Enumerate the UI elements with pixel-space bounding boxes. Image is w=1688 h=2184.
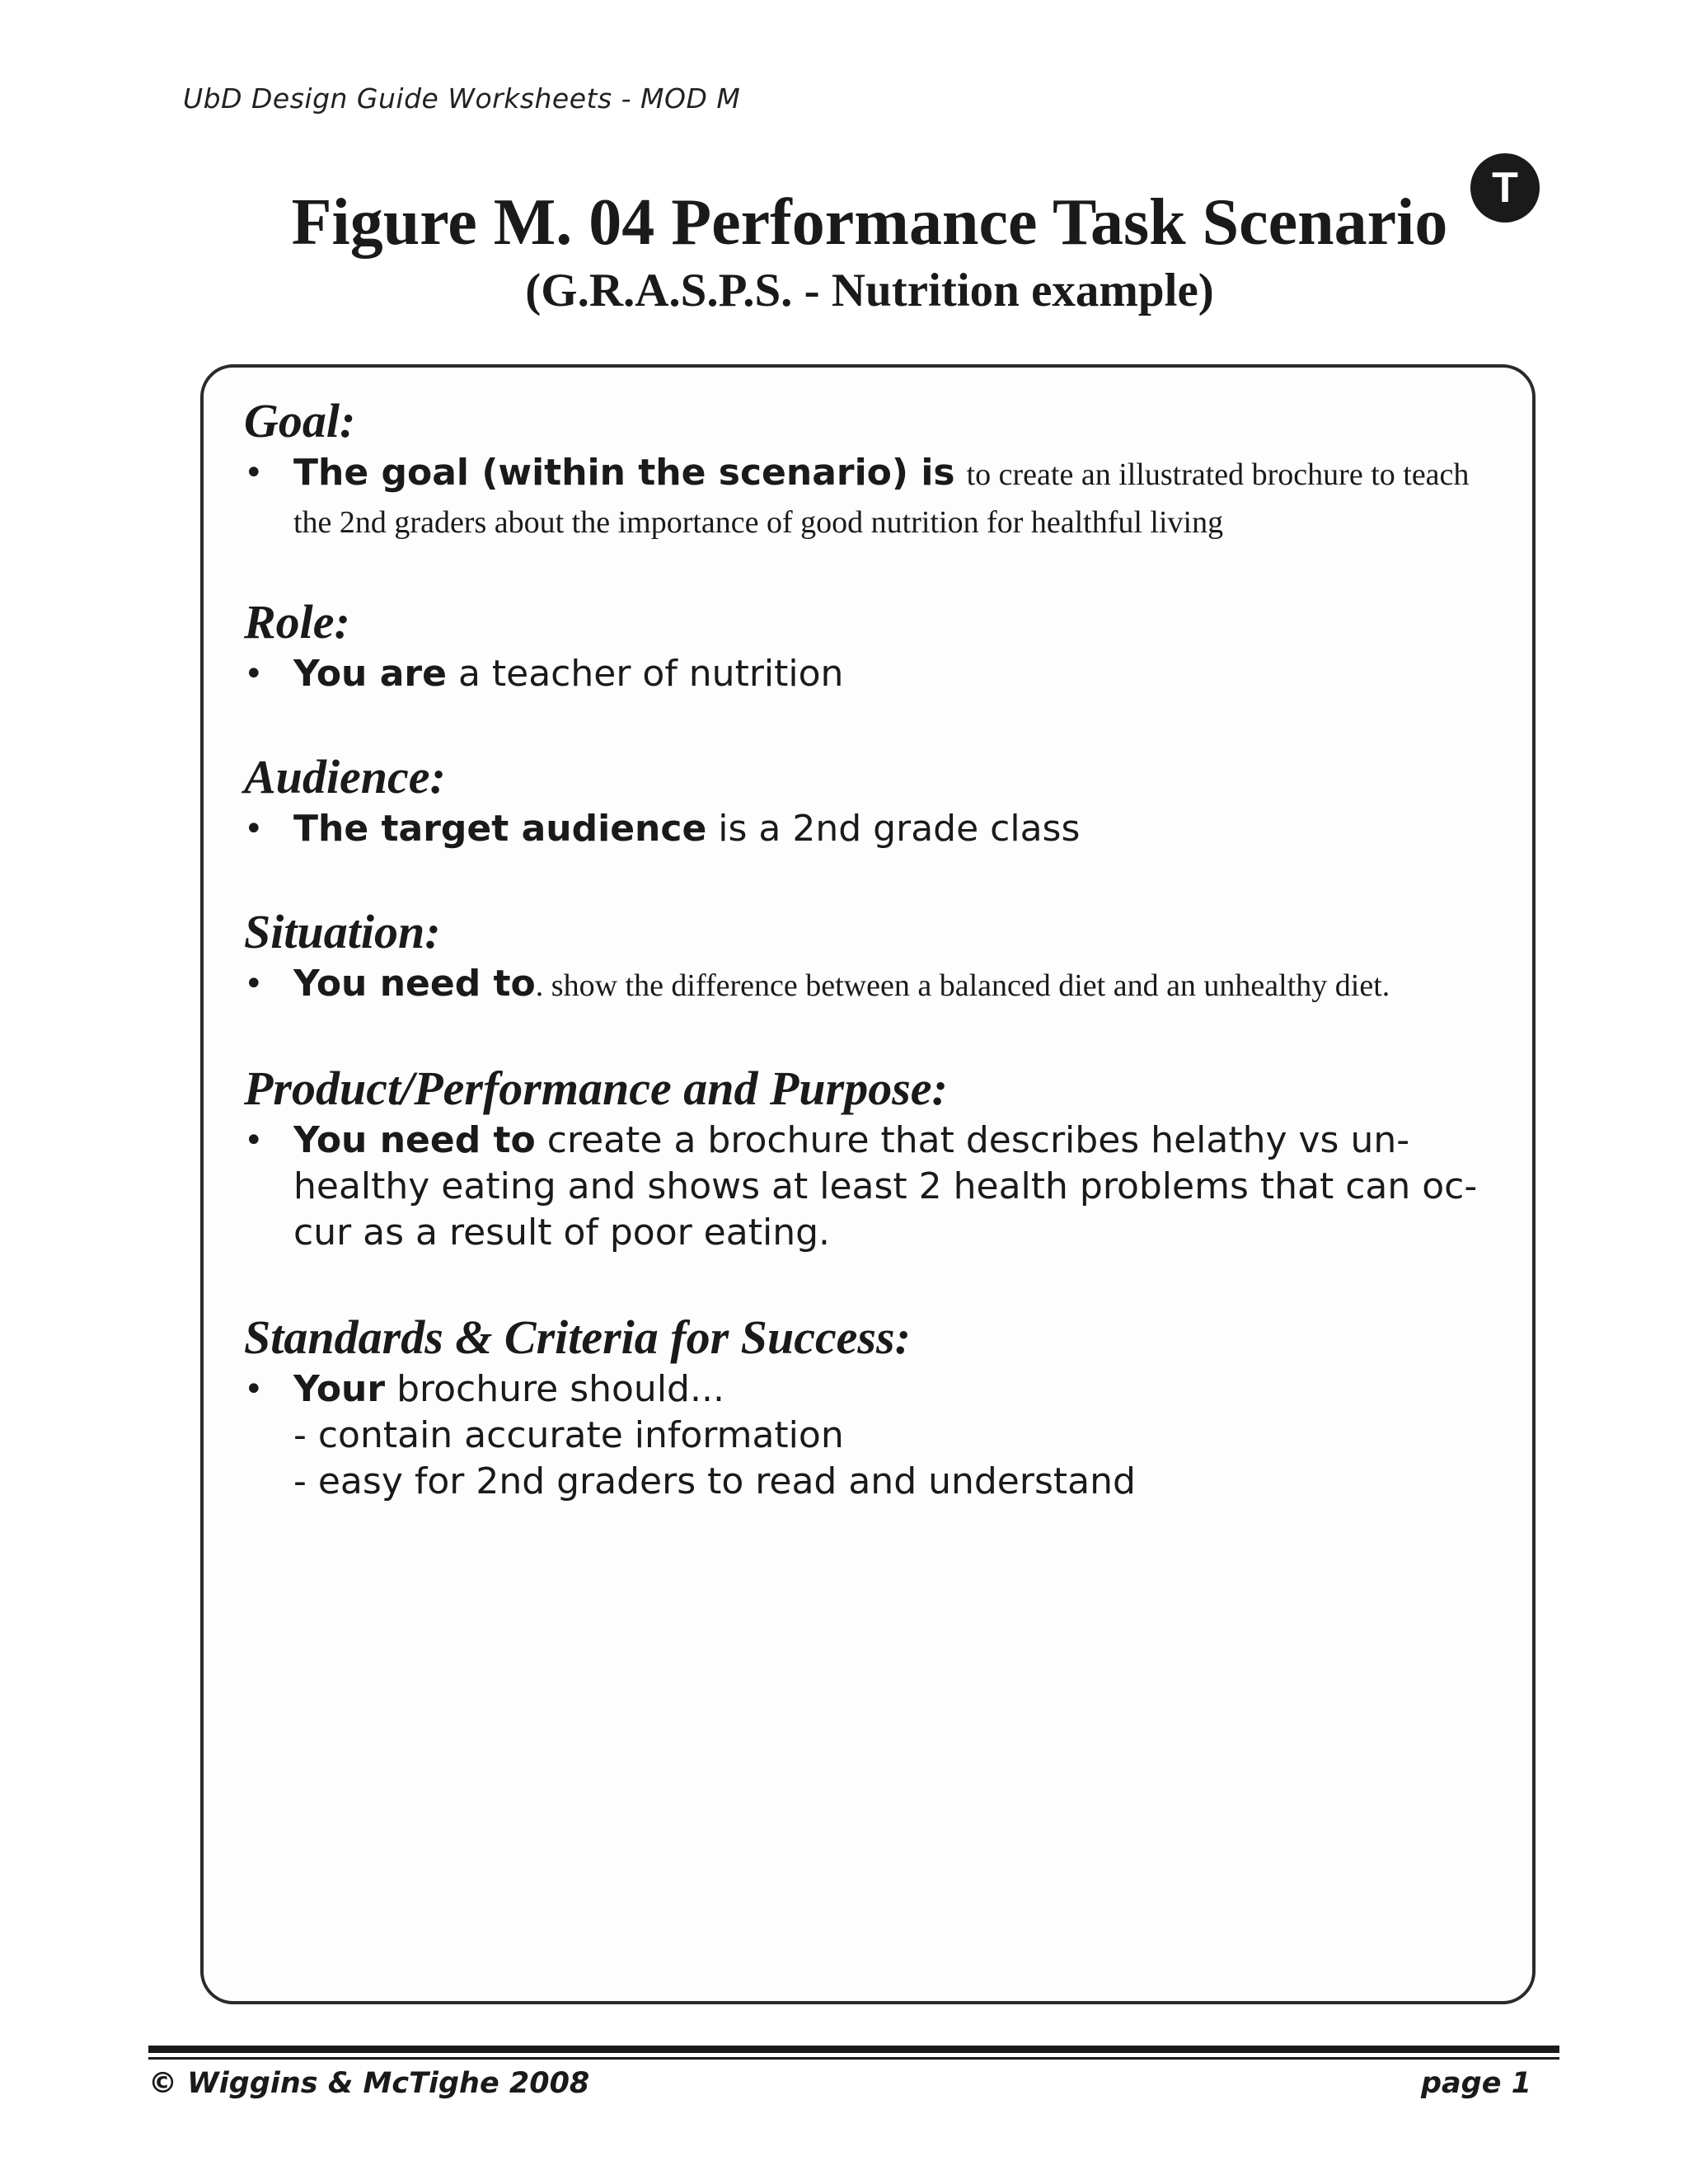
page-title: Figure M. 04 Performance Task Scenario [291, 186, 1448, 259]
audience-heading: Audience: [244, 750, 446, 804]
product-bullet [244, 1118, 1497, 1256]
product-section [244, 1062, 1497, 1256]
role-lead: You are [293, 653, 447, 695]
standards-lead: Your [293, 1368, 386, 1410]
criteria-item: - easy for 2nd graders to read and understand [293, 1460, 1136, 1502]
audience-section [244, 750, 1497, 852]
standards-bullet [244, 1366, 1497, 1413]
page-subtitle: (G.R.A.S.P.S. - Nutrition example) [525, 265, 1214, 316]
goal-bullet [244, 450, 1497, 546]
footer-rule-thin [148, 2057, 1559, 2060]
footer-rule [148, 2046, 1559, 2053]
product-text-line2: healthy eating and shows at least 2 health problems that can oc- [293, 1165, 1478, 1207]
bullet-icon: • [244, 655, 264, 693]
role-heading: Role: [244, 595, 350, 649]
goal-text-line2: the 2nd graders about the importance of good nutrition for healthful living [293, 505, 1224, 540]
situation-heading: Situation: [244, 905, 441, 958]
bullet-icon: • [244, 1122, 264, 1160]
situation-text: . show the difference between a balanced diet and an unhealthy diet. [535, 968, 1390, 1003]
goal-lead: The goal (within the scenario) is [293, 452, 955, 494]
criteria-item: - contain accurate information [293, 1414, 844, 1456]
goal-section [244, 394, 1497, 546]
product-heading: Product/Performance and Purpose: [244, 1062, 948, 1115]
goal-heading: Goal: [244, 394, 356, 448]
standards-text: brochure should... [396, 1368, 724, 1410]
copyright: © Wiggins & McTighe 2008 [148, 2067, 590, 2100]
audience-bullet [244, 806, 1497, 852]
situation-bullet [244, 961, 1497, 1009]
standards-section [244, 1310, 1497, 1505]
goal-text-line1: to create an illustrated brochure to teach [966, 457, 1470, 492]
teacher-badge: T [1470, 153, 1540, 223]
bullet-icon: • [244, 454, 264, 492]
bullet-icon: • [244, 965, 264, 1003]
situation-section [244, 905, 1497, 1009]
bullet-icon: • [244, 810, 264, 848]
situation-lead: You need to [293, 963, 536, 1005]
page-number: page 1 [1420, 2067, 1531, 2100]
product-text-line1: create a brochure that describes helathy vs un- [546, 1119, 1410, 1161]
role-text: a teacher of nutrition [457, 653, 844, 695]
running-header: UbD Design Guide Worksheets - MOD M [183, 82, 741, 115]
standards-heading: Standards & Criteria for Success: [244, 1310, 911, 1364]
bullet-icon: • [244, 1371, 264, 1408]
role-bullet [244, 651, 1497, 697]
product-lead: You need to [293, 1119, 536, 1161]
audience-lead: The target audience [293, 808, 707, 850]
audience-text: is a 2nd grade class [718, 808, 1081, 850]
product-text-line3: cur as a result of poor eating. [293, 1212, 830, 1254]
role-section [244, 595, 1497, 697]
